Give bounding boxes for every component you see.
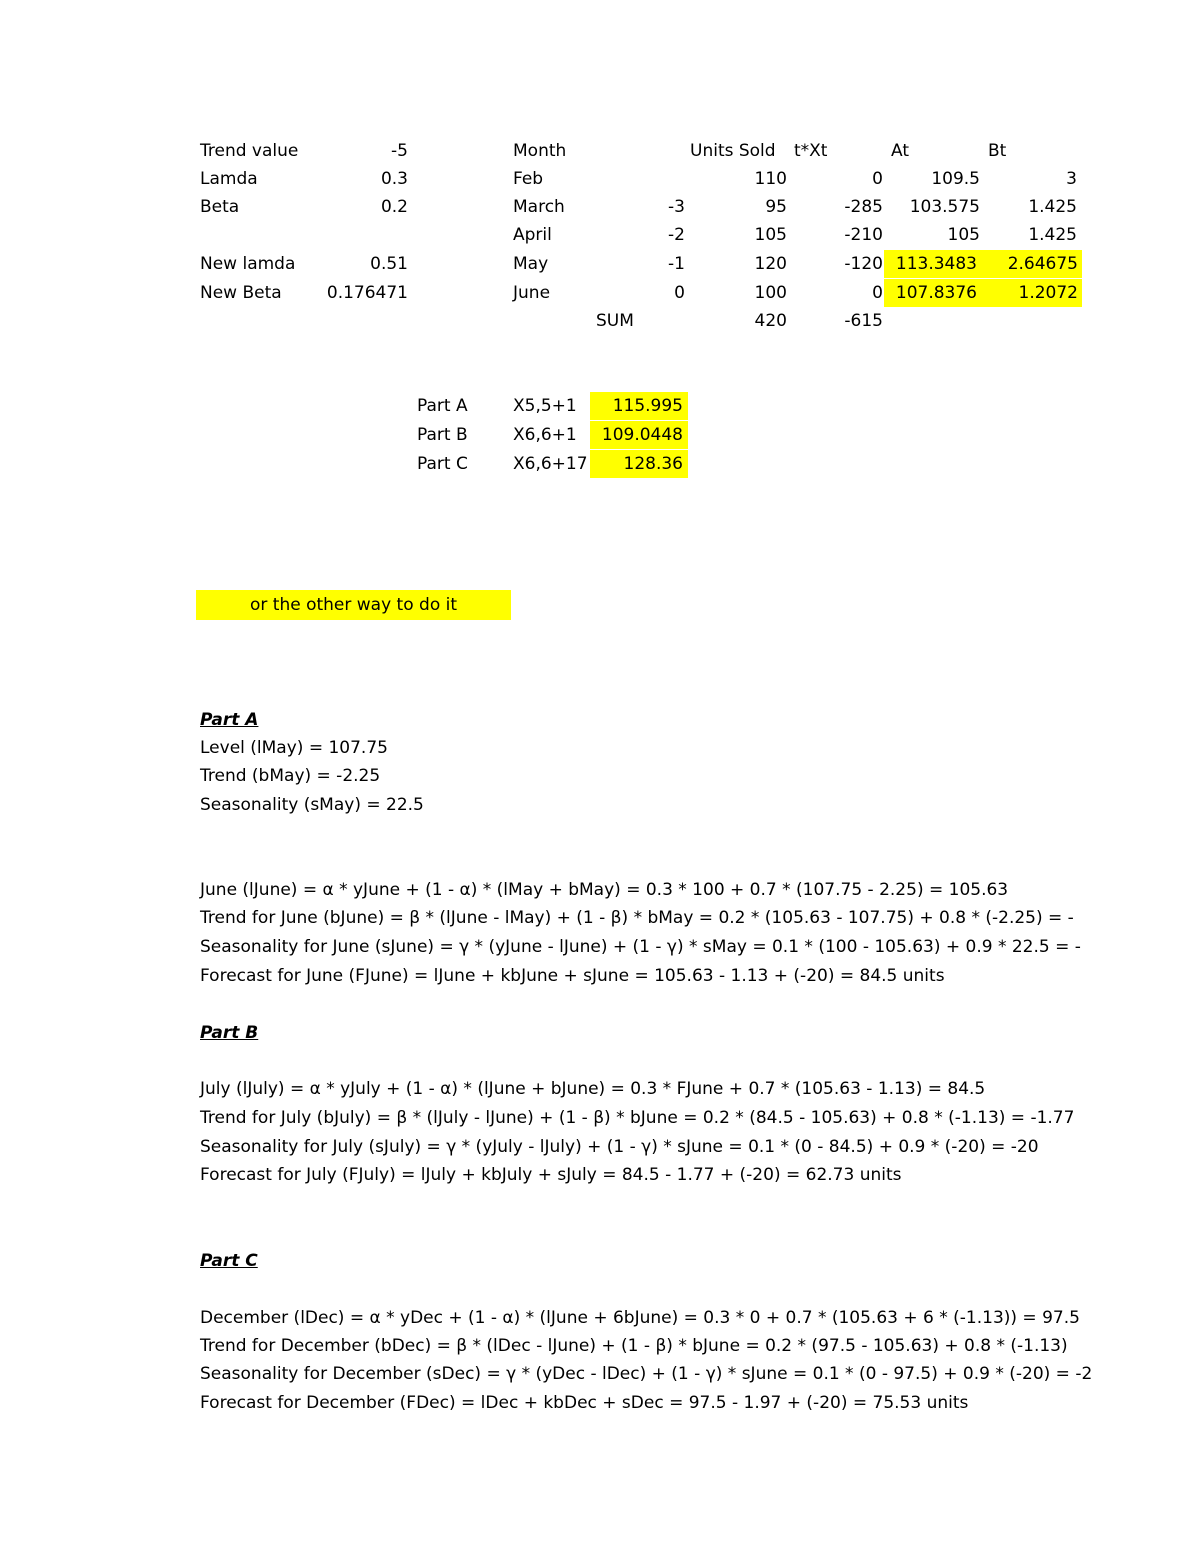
param-label: Lamda <box>200 169 258 189</box>
table-t: -1 <box>668 254 685 274</box>
section-c-line: Seasonality for December (sDec) = γ * (yDec - lDec) + (1 - γ) * sJune = 0.1 * (0 - 97.5) + 0.9 * (-20) = -2 <box>200 1364 1093 1384</box>
table-txt: -210 <box>844 225 883 245</box>
param-value: -5 <box>391 141 408 161</box>
table-t: 0 <box>674 283 685 303</box>
sum-label: SUM <box>596 311 634 331</box>
part-label: Part B <box>417 425 468 445</box>
section-a-calc: Seasonality for June (sJune) = γ * (yJune - lJune) + (1 - γ) * sMay = 0.1 * (100 - 105.63) + 0.9 * 22.5 = - <box>200 937 1081 957</box>
part-label: Part C <box>417 454 468 474</box>
section-a-heading: Part A <box>200 710 259 730</box>
table-month: Feb <box>513 169 544 189</box>
header-month: Month <box>513 141 567 161</box>
part-label: Part A <box>417 396 468 416</box>
table-txt: 0 <box>872 169 883 189</box>
table-t: -2 <box>668 225 685 245</box>
param-value: 0.2 <box>380 197 408 217</box>
header-txt: t*Xt <box>794 141 828 161</box>
table-txt: -285 <box>844 197 883 217</box>
section-c-line: Forecast for December (FDec) = lDec + kbDec + sDec = 97.5 - 1.97 + (-20) = 75.53 units <box>200 1393 969 1413</box>
param-label: New Beta <box>200 283 282 303</box>
table-month: June <box>513 283 551 303</box>
table-at: 103.575 <box>909 197 980 217</box>
table-month: May <box>513 254 549 274</box>
table-t: -3 <box>668 197 685 217</box>
section-b-line: Forecast for July (FJuly) = lJuly + kbJuly + sJuly = 84.5 - 1.77 + (-20) = 62.73 units <box>200 1165 902 1185</box>
table-units: 95 <box>765 197 787 217</box>
table-month: March <box>513 197 565 217</box>
section-c-line: Trend for December (bDec) = β * (lDec - lJune) + (1 - β) * bJune = 0.2 * (97.5 - 105.63) + 0.8 * (-1.13) <box>200 1336 1068 1356</box>
section-b-line: July (lJuly) = α * yJuly + (1 - α) * (lJune + bJune) = 0.3 * FJune + 0.7 * (105.63 - 1.13) = 84.5 <box>200 1079 986 1099</box>
param-label: Trend value <box>200 141 299 161</box>
sum-units: 420 <box>754 311 787 331</box>
table-bt-highlighted: 1.2072 <box>980 279 1082 307</box>
param-value: 0.176471 <box>326 283 408 303</box>
table-txt: 0 <box>872 283 883 303</box>
part-value: 109.0448 <box>590 421 688 449</box>
table-bt-highlighted: 2.64675 <box>980 250 1082 278</box>
param-value: 0.51 <box>370 254 408 274</box>
param-label: Beta <box>200 197 240 217</box>
part-value: 115.995 <box>590 392 688 420</box>
part-expr: X5,5+1 <box>513 396 577 416</box>
table-units: 105 <box>754 225 787 245</box>
table-units: 100 <box>754 283 787 303</box>
section-a-line: Seasonality (sMay) = 22.5 <box>200 795 424 815</box>
section-b-line: Seasonality for July (sJuly) = γ * (yJuly - lJuly) + (1 - γ) * sJune = 0.1 * (0 - 84.5) + 0.9 * (-20) = -20 <box>200 1137 1039 1157</box>
header-at: At <box>891 141 909 161</box>
table-bt: 1.425 <box>1028 225 1077 245</box>
table-units: 120 <box>754 254 787 274</box>
part-expr: X6,6+1 <box>513 425 577 445</box>
section-b-heading: Part B <box>200 1023 259 1043</box>
alternative-method-banner: or the other way to do it <box>196 590 511 620</box>
header-bt: Bt <box>988 141 1007 161</box>
sum-txt: -615 <box>844 311 883 331</box>
table-month: April <box>513 225 552 245</box>
table-t <box>600 165 685 193</box>
section-b-line: Trend for July (bJuly) = β * (lJuly - lJune) + (1 - β) * bJune = 0.2 * (84.5 - 105.63) + 0.8 * (-1.13) = -1.77 <box>200 1108 1075 1128</box>
table-at: 105 <box>947 225 980 245</box>
section-c-line: December (lDec) = α * yDec + (1 - α) * (lJune + 6bJune) = 0.3 * 0 + 0.7 * (105.63 + 6 * (-1.13)) = 97.5 <box>200 1308 1080 1328</box>
section-c-heading: Part C <box>200 1251 258 1271</box>
section-a-calc: June (lJune) = α * yJune + (1 - α) * (lMay + bMay) = 0.3 * 100 + 0.7 * (107.75 - 2.25) = 105.63 <box>200 880 1009 900</box>
section-a-line: Trend (bMay) = -2.25 <box>200 766 381 786</box>
section-a-calc: Trend for June (bJune) = β * (lJune - lMay) + (1 - β) * bMay = 0.2 * (105.63 - 107.75) + 0.8 * (-2.25) = - <box>200 908 1074 928</box>
param-value: 0.3 <box>380 169 408 189</box>
table-units: 110 <box>754 169 787 189</box>
table-bt: 1.425 <box>1028 197 1077 217</box>
table-at: 109.5 <box>931 169 980 189</box>
part-value: 128.36 <box>590 450 688 478</box>
section-a-line: Level (lMay) = 107.75 <box>200 738 388 758</box>
param-label: New lamda <box>200 254 296 274</box>
header-units-sold: Units Sold <box>690 141 776 161</box>
table-at-highlighted: 113.3483 <box>884 250 980 278</box>
table-bt: 3 <box>1066 169 1077 189</box>
part-expr: X6,6+17 <box>513 454 588 474</box>
table-at-highlighted: 107.8376 <box>884 279 980 307</box>
table-txt: -120 <box>844 254 883 274</box>
section-a-calc: Forecast for June (FJune) = lJune + kbJune + sJune = 105.63 - 1.13 + (-20) = 84.5 units <box>200 966 945 986</box>
